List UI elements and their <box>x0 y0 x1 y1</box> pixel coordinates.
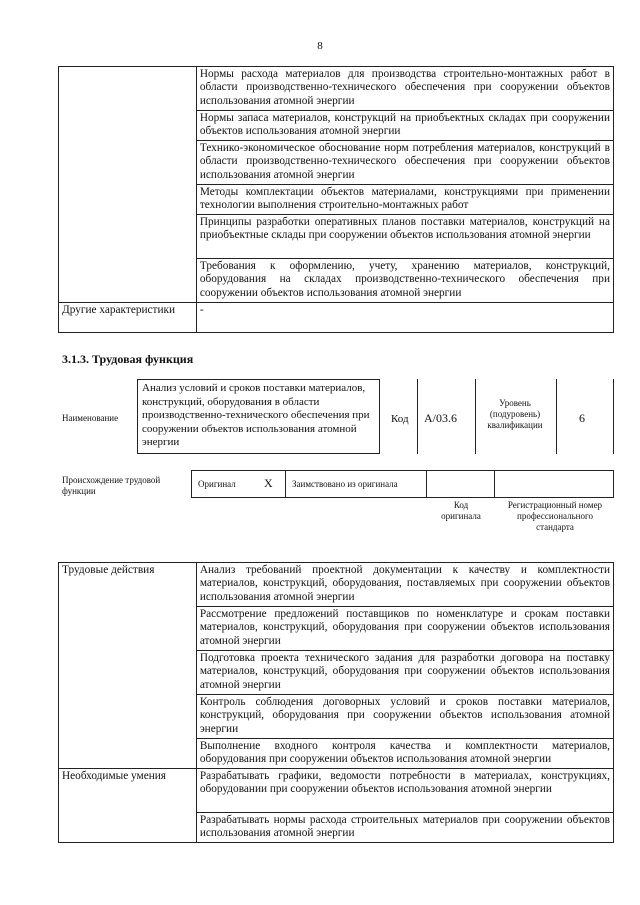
skill-item: Разрабатывать нормы расхода строительных материалов при сооружении объектов использования атомной энергии <box>196 813 613 843</box>
origin-row <box>191 470 614 498</box>
knowledge-table <box>58 66 614 333</box>
other-characteristics-value: - <box>196 303 613 333</box>
name-label: Наименование <box>62 413 119 423</box>
action-item: Контроль соблюдения договорных условий и сроков поставки материалов, конструкций, оборудования при сооружении объектов использования атомной энергии <box>196 695 613 739</box>
page-number: 8 <box>317 40 323 52</box>
origin-divider <box>494 470 495 498</box>
level-box <box>556 379 614 454</box>
skills-label: Необходимые умения <box>59 769 197 843</box>
code-label: Код <box>391 413 409 425</box>
code-value: А/03.6 <box>424 411 457 425</box>
section-title: 3.1.3. Трудовая функция <box>62 352 194 366</box>
knowledge-item: Принципы разработки оперативных планов поставки материалов, конструкций на приобъектные склады при сооружении объектов использования атомной энергии <box>196 215 613 259</box>
actions-label: Трудовые действия <box>59 563 197 769</box>
original-mark: X <box>264 476 273 490</box>
knowledge-item: Требования к оформлению, учету, хранению материалов, конструкций, оборудования на складах производственно-технического обеспечения при сооружении объектов использования атомной энергии <box>196 259 613 303</box>
action-item: Подготовка проекта технического задания для разработки договора на поставку материалов, конструкций, оборудования при сооружении объектов использования атомной энергии <box>196 651 613 695</box>
knowledge-label-cell <box>59 67 197 303</box>
action-item: Выполнение входного контроля качества и комплектности материалов, оборудования при сооружении объектов использования атомной энергии <box>196 739 613 769</box>
borrowed-label: Заимствовано из оригинала <box>292 479 398 489</box>
function-name-box: Анализ условий и сроков поставки материалов, конструкций, оборудования в области производственно-технического обеспечения при сооружении объектов использования атомной энергии <box>137 379 380 454</box>
level-value: 6 <box>579 411 585 425</box>
knowledge-item: Технико-экономическое обоснование норм потребления материалов, конструкций в области производственно-технического обеспечения при сооружении объектов использования атомной энергии <box>196 141 613 185</box>
origin-divider <box>426 470 427 498</box>
action-item: Рассмотрение предложений поставщиков по номенклатуре и срокам поставки материалов, конструкций, оборудования при сооружении объектов использования атомной энергии <box>196 607 613 651</box>
origin-divider <box>285 470 286 498</box>
registration-number-label: Регистрационный номер профессионального стандарта <box>507 500 603 532</box>
knowledge-item: Нормы расхода материалов для производства строительно-монтажных работ в области производственно-технического обеспечения при сооружении объектов использования атомной энергии <box>196 67 613 111</box>
other-characteristics-label: Другие характеристики <box>59 303 197 333</box>
action-item: Анализ требований проектной документации к качеству и комплектности материалов, конструкций, оборудования, поставляемых при сооружении объектов использования атомной энергии <box>196 563 613 607</box>
code-original-label: Код оригинала <box>441 500 481 521</box>
origin-label: Происхождение трудовой функции <box>62 475 161 496</box>
knowledge-item: Методы комплектации объектов материалами, конструкциями при применении технологии выполнения строительно-монтажных работ <box>196 185 613 215</box>
original-label: Оригинал <box>198 479 236 489</box>
knowledge-item: Нормы запаса материалов, конструкций на приобъектных складах при сооружении объектов использования атомной энергии <box>196 111 613 141</box>
skill-item: Разрабатывать графики, ведомости потребности в материалах, конструкциях, оборудовании при сооружении объектов использования атомной энергии <box>196 769 613 813</box>
actions-table <box>58 562 614 843</box>
level-label: Уровень (подуровень) квалификации <box>487 398 543 430</box>
